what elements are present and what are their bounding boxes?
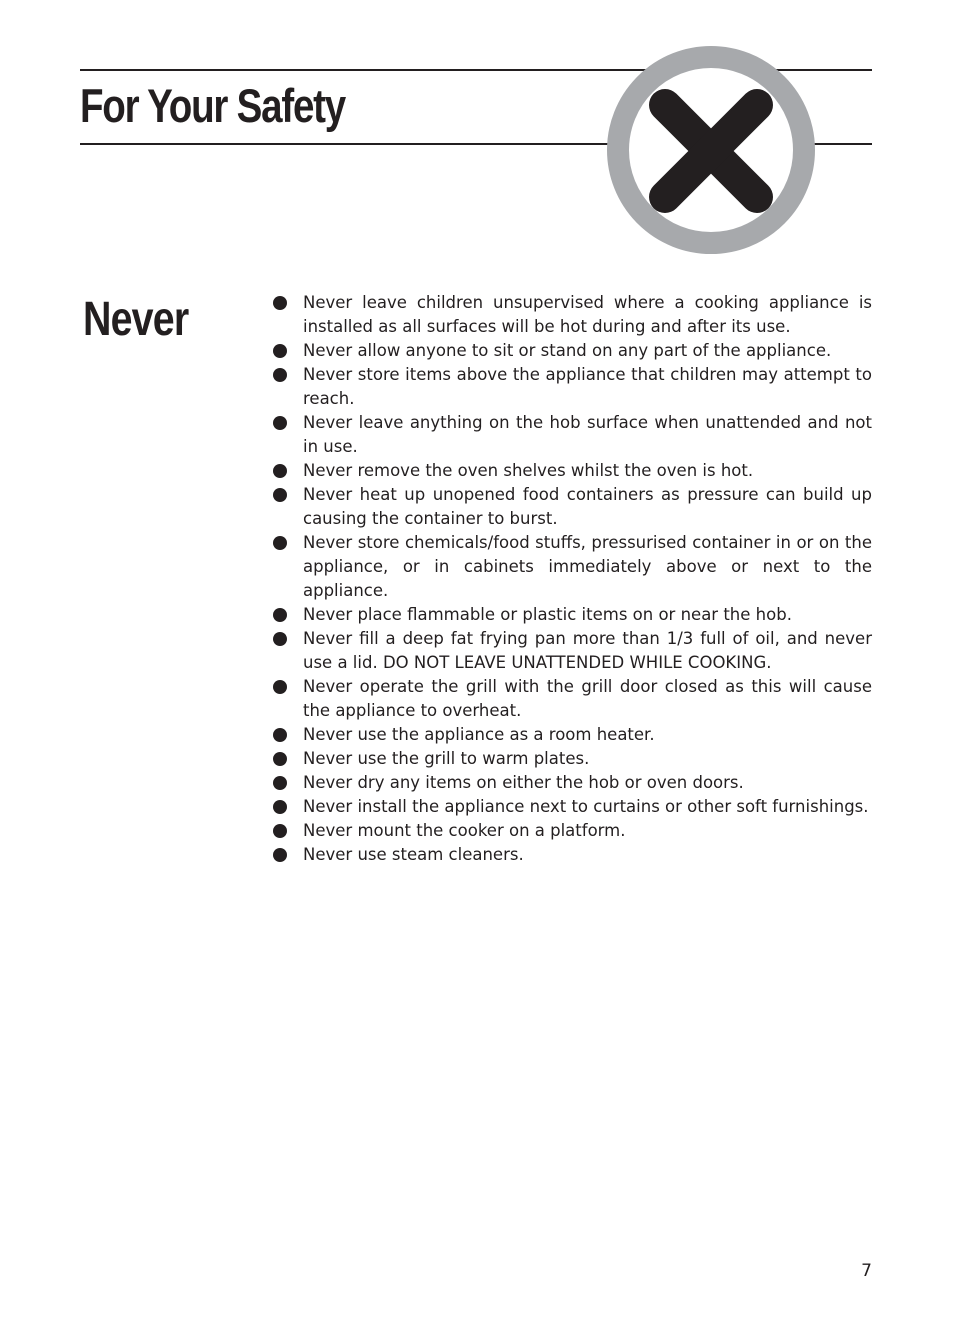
list-item-text: Never leave children unsupervised where a cooking appliance is installed as all surfaces will be hot during and after its use.: [303, 293, 872, 336]
bullet-icon: [273, 728, 287, 742]
list-item: [272, 339, 872, 363]
page-number: 7: [861, 1261, 872, 1281]
bullet-icon: [273, 776, 287, 790]
list-item: [272, 411, 872, 459]
list-item: [272, 843, 872, 867]
list-item: [272, 483, 872, 531]
list-item-text: Never use the appliance as a room heater.: [303, 725, 655, 744]
list-item-text: Never store items above the appliance that children may attempt to reach.: [303, 365, 872, 408]
bullet-icon: [273, 536, 287, 550]
bullet-icon: [273, 800, 287, 814]
bullet-icon: [273, 848, 287, 862]
list-item: [272, 363, 872, 411]
list-item: [272, 603, 872, 627]
list-item-text: Never store chemicals/food stuffs, pressurised container in or on the appliance, or in cabinets immediately above or next to the appliance.: [303, 533, 872, 600]
list-item: [272, 723, 872, 747]
bullet-icon: [273, 488, 287, 502]
list-item-text: Never operate the grill with the grill door closed as this will cause the appliance to overheat.: [303, 677, 872, 720]
list-item-text: Never use the grill to warm plates.: [303, 749, 590, 768]
cross-icon: [603, 43, 819, 257]
bullet-icon: [273, 296, 287, 310]
list-item: [272, 291, 872, 339]
list-item: [272, 627, 872, 675]
list-item: [272, 459, 872, 483]
list-item: [272, 771, 872, 795]
list-item: [272, 675, 872, 723]
list-item-text: Never leave anything on the hob surface when unattended and not in use.: [303, 413, 872, 456]
list-item-text: Never use steam cleaners.: [303, 845, 524, 864]
list-item: [272, 819, 872, 843]
list-item-text: Never dry any items on either the hob or oven doors.: [303, 773, 744, 792]
list-item-text: Never heat up unopened food containers as pressure can build up causing the container to burst.: [303, 485, 872, 528]
bullet-icon: [273, 824, 287, 838]
list-item-text: Never mount the cooker on a platform.: [303, 821, 626, 840]
list-item-text: Never remove the oven shelves whilst the oven is hot.: [303, 461, 754, 480]
never-list: [272, 291, 872, 867]
list-item: [272, 747, 872, 771]
list-item-text: Never place flammable or plastic items on or near the hob.: [303, 605, 792, 624]
bullet-icon: [273, 608, 287, 622]
bullet-icon: [273, 752, 287, 766]
bullet-icon: [273, 344, 287, 358]
list-item-text: Never allow anyone to sit or stand on any part of the appliance.: [303, 341, 832, 360]
list-item: [272, 531, 872, 603]
bullet-icon: [273, 680, 287, 694]
bullet-icon: [273, 464, 287, 478]
list-item: [272, 795, 872, 819]
page-title: For Your Safety: [80, 79, 345, 132]
list-item-text: Never fill a deep fat frying pan more than 1/3 full of oil, and never use a lid. DO NOT LEAVE UNATTENDED WHILE COOKING.: [303, 629, 872, 672]
list-item-text: Never install the appliance next to curtains or other soft furnishings.: [303, 797, 869, 816]
bullet-icon: [273, 368, 287, 382]
bullet-icon: [273, 632, 287, 646]
bullet-icon: [273, 416, 287, 430]
section-title: Never: [83, 293, 189, 346]
